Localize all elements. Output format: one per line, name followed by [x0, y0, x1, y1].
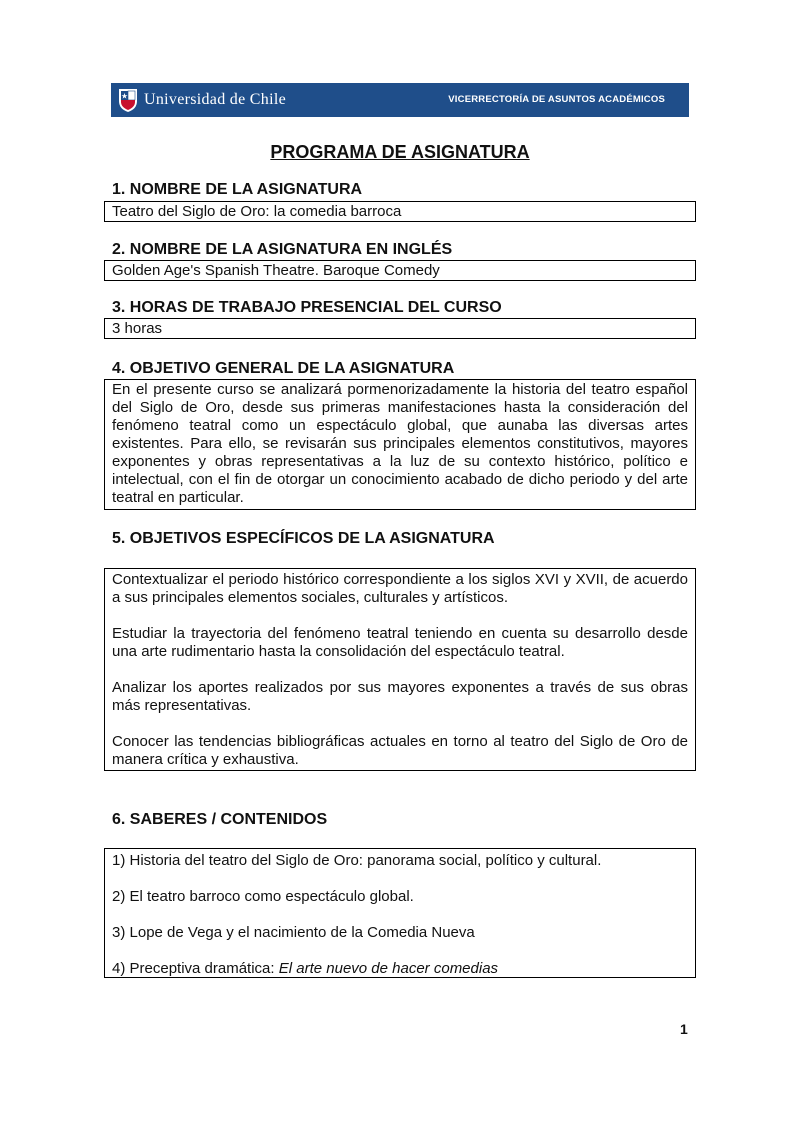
- section-1-heading: 1. NOMBRE DE LA ASIGNATURA: [112, 181, 363, 198]
- section-3-box: [104, 318, 696, 339]
- section-2-heading: 2. NOMBRE DE LA ASIGNATURA EN INGLÉS: [112, 241, 453, 258]
- section-5-box: [104, 568, 696, 771]
- content-item-2: 2) El teatro barroco como espectáculo global.: [112, 888, 414, 905]
- university-name: Universidad de Chile: [144, 91, 286, 108]
- section-4-box: [104, 379, 696, 510]
- specific-objective-3: Analizar los aportes realizados por sus mayores exponentes a través de sus obras más representativas.: [112, 679, 688, 714]
- vicerrectoria-label: VICERRECTORÍA DE ASUNTOS ACADÉMICOS: [448, 94, 665, 105]
- content-item-1: 1) Historia del teatro del Siglo de Oro: panorama social, político y cultural.: [112, 852, 602, 869]
- content-item-4-title: El arte nuevo de hacer comedias: [278, 960, 499, 977]
- section-6-heading: 6. SABERES / CONTENIDOS: [112, 811, 328, 828]
- course-name: Teatro del Siglo de Oro: la comedia barroca: [112, 203, 402, 220]
- specific-objective-1: Contextualizar el periodo histórico correspondiente a los siglos XVI y XVII, de acuerdo a sus principales elementos sociales, culturales y artísticos.: [112, 571, 688, 606]
- document-title: PROGRAMA DE ASIGNATURA: [270, 142, 530, 162]
- general-objective-text: En el presente curso se analizará pormenorizadamente la historia del teatro español del Siglo de Oro, desde sus primeras manifestaciones hasta la consideración del fenómeno teatral como un espectáculo global, que aunaba las diversas artes existentes. Para ello, se revisarán sus principales elementos constitutivos, mayores exponentes y obras representativas a la luz de su contexto histórico, político e intelectual, con el fin de otorgar un conocimiento acabado de dicho periodo y del arte teatral en particular.: [112, 381, 688, 506]
- specific-objective-2: Estudiar la trayectoria del fenómeno teatral teniendo en cuenta su desarrollo desde una arte rudimentario hasta la consolidación del espectáculo teatral.: [112, 625, 688, 660]
- section-4-heading: 4. OBJETIVO GENERAL DE LA ASIGNATURA: [112, 360, 455, 377]
- section-3-heading: 3. HORAS DE TRABAJO PRESENCIAL DEL CURSO: [112, 299, 502, 316]
- section-1-box: [104, 201, 696, 222]
- university-crest-icon: [117, 87, 139, 113]
- page-number: 1: [680, 1021, 688, 1037]
- specific-objective-4: Conocer las tendencias bibliográficas actuales en torno al teatro del Siglo de Oro de manera crítica y exhaustiva.: [112, 733, 688, 768]
- content-item-4-prefix: 4) Preceptiva dramática:: [112, 960, 279, 977]
- section-5-heading: 5. OBJETIVOS ESPECÍFICOS DE LA ASIGNATURA: [112, 530, 495, 547]
- section-6-box: [104, 848, 696, 978]
- section-2-box: [104, 260, 696, 281]
- content-item-4: [112, 960, 688, 978]
- course-name-english: Golden Age's Spanish Theatre. Baroque Comedy: [112, 262, 440, 279]
- hours-value: 3 horas: [112, 320, 163, 337]
- content-item-3: 3) Lope de Vega y el nacimiento de la Comedia Nueva: [112, 924, 475, 941]
- header-banner: [111, 83, 689, 117]
